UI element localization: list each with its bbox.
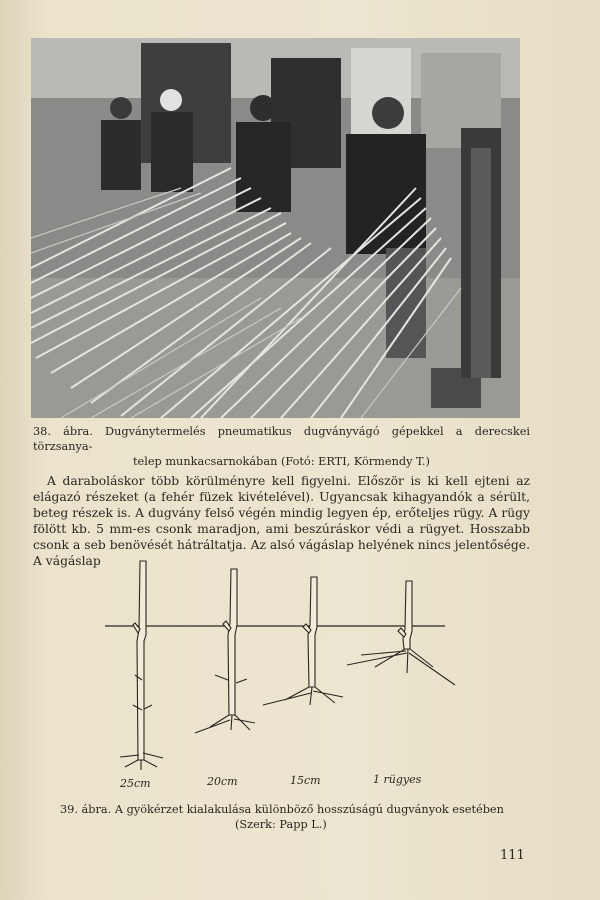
cutting-25cm bbox=[120, 561, 163, 770]
workshop-photo bbox=[31, 38, 520, 418]
page-number: 111 bbox=[500, 848, 525, 863]
figure-39-caption bbox=[60, 802, 530, 832]
body-text: A daraboláskor több körülményre kell figyelni. Először is ki kell ejteni az elágazó részeket (a fehér füzek kivételével). Ugyancsak kihagyandók a sérült, beteg részek is. A dugvány felső végén mindig legyen ép, erőteljes rügy. A rügy fölött kb. 5 mm-es csonk maradjon, ami beszúráskor védi a rügyet. Hosszabb csonk a seb benövését hátráltatja. Az alsó vágáslap helyének nincs jelentősége. A vágáslap bbox=[33, 474, 530, 568]
figure-39-caption-line2: (Szerk: Papp L.) bbox=[235, 818, 327, 831]
label-25cm: 25cm bbox=[120, 777, 151, 790]
figure-38-caption bbox=[33, 424, 530, 469]
cutting-1-bud bbox=[347, 581, 455, 685]
figure-39-caption-line1: 39. ábra. A gyökérzet kialakulása különböző hosszúságú dugványok esetében bbox=[60, 803, 504, 816]
label-1-bud: 1 rügyes bbox=[373, 773, 422, 786]
figure-38-caption-line1: 38. ábra. Dugványtermelés pneumatikus dugványvágó gépekkel a derecskei törzsanya- bbox=[33, 425, 530, 453]
label-15cm: 15cm bbox=[290, 774, 321, 787]
cutting-20cm bbox=[195, 569, 255, 733]
cuttings-diagram bbox=[95, 555, 465, 795]
figure-38-caption-line2: telep munkacsarnokában (Fotó: ERTI, Körmendy T.) bbox=[133, 455, 430, 468]
cutting-15cm bbox=[263, 577, 343, 705]
label-20cm: 20cm bbox=[207, 775, 238, 788]
